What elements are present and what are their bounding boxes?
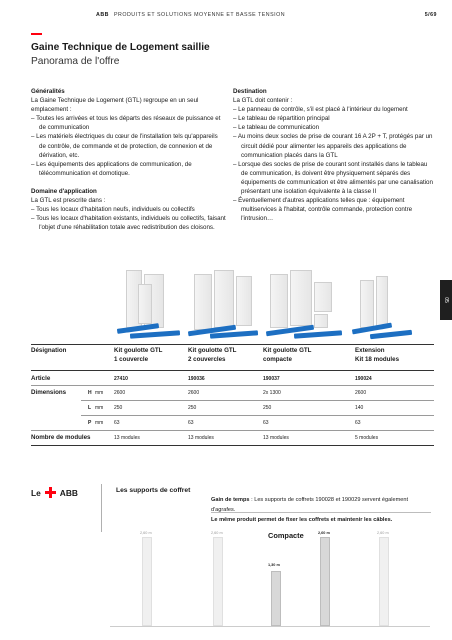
list-item: – Les équipements des applications de communication, de télécommunication et domotique. — [31, 160, 226, 178]
dim-unit: mm — [95, 405, 104, 411]
page-title: Gaine Technique de Logement saillie — [31, 42, 210, 53]
article-value: 190024 — [355, 376, 372, 382]
article-value: 190037 — [263, 376, 280, 382]
height-bar — [213, 537, 223, 626]
dimensions-label: Dimensions — [31, 389, 67, 396]
le-abb-logo — [31, 487, 78, 498]
le-text: Le — [31, 487, 41, 498]
dim-value: 140 — [355, 405, 364, 411]
dim-unit: mm — [95, 390, 104, 396]
list-item: – Tous les locaux d'habitation existants, individuels ou collectifs, faisant l'objet d'une réhabilitation totale avec redistribution des cloisons. — [31, 214, 226, 232]
col-header-line1: Extension — [355, 347, 385, 354]
heading-domaine: Domaine d'application — [31, 187, 97, 195]
bar-label: 1,30 m — [268, 563, 280, 567]
product-image-kit-compacte — [264, 270, 346, 338]
height-bar — [379, 537, 389, 626]
abb-text: ABB — [59, 487, 78, 498]
dim-value: 63 — [355, 420, 361, 426]
article-label: Article — [31, 375, 51, 382]
product-image-kit-2-couvercles — [186, 270, 262, 338]
list-item: – Les matériels électriques du cœur de l'installation tels qu'appareils de contrôle, de commande et de protection, de connexion et de dérivation, etc. — [31, 132, 226, 159]
modules-value: 13 modules — [188, 435, 214, 441]
list-destination — [233, 105, 433, 223]
support-block-title: Les supports de coffret — [116, 487, 191, 494]
heading-destination: Destination — [233, 88, 267, 95]
col-header-line1: Kit goulotte GTL — [188, 347, 237, 354]
support-block-rule — [211, 512, 431, 513]
dim-axis: H — [88, 390, 92, 396]
intro-destination: La GTL doit contenir : — [233, 97, 293, 105]
bar-label: 2,60 m — [377, 531, 389, 535]
dim-axis: L — [88, 405, 92, 411]
product-image-kit-1-couvercle — [112, 270, 182, 338]
list-item: – Toutes les arrivées et tous les départs des réseaux de puissance et de communication — [31, 114, 226, 132]
article-value: 27410 — [114, 376, 128, 382]
dim-value: 250 — [114, 405, 123, 411]
modules-value: 13 modules — [114, 435, 140, 441]
bar-label: 2,60 m — [211, 531, 223, 535]
page-number: 5/69 — [424, 12, 437, 18]
dim-value: 250 — [263, 405, 272, 411]
dim-value: 2600 — [355, 390, 367, 396]
bar-label: 2,60 m — [318, 531, 330, 535]
header-brand: ABB — [96, 12, 109, 18]
dim-value: 2x 1300 — [263, 390, 281, 396]
col-header-line2: compacte — [263, 356, 292, 363]
col-header-line1: Kit goulotte GTL — [263, 347, 312, 354]
block-divider — [101, 484, 102, 532]
bar-label: 2,60 m — [140, 531, 152, 535]
page-subtitle: Panorama de l'offre — [31, 56, 120, 67]
chapter-tab — [440, 280, 452, 320]
left-column — [31, 87, 226, 232]
modules-label: Nombre de modules — [31, 434, 91, 441]
dim-value: 63 — [188, 420, 194, 426]
right-column — [233, 87, 433, 223]
plus-icon — [45, 487, 56, 498]
dim-value: 63 — [114, 420, 120, 426]
dim-value: 250 — [188, 405, 197, 411]
list-item: – Tous les locaux d'habitation neufs, individuels ou collectifs — [31, 205, 226, 214]
list-item: – Lorsque des socles de prise de courant sont installés dans le tableau de communication, ils doivent être physiquement séparés des équipements de communication et être alimentés par une canalisation présentant une isolation équivalente à la classe II — [233, 160, 433, 196]
list-item: – Au moins deux socles de prise de courant 16 A 2P + T, protégés par un circuit dédié pour alimenter les appareils des applications de communication placés dans la GTL — [233, 132, 433, 159]
dim-value: 2600 — [114, 390, 126, 396]
chapter-tab-label: 05 — [443, 297, 449, 303]
col-header-line1: Kit goulotte GTL — [114, 347, 163, 354]
col-header-line2: 2 couvercles — [188, 356, 226, 363]
list-item: – Le tableau de répartition principal — [233, 114, 433, 123]
dim-value: 2600 — [188, 390, 200, 396]
page-header — [0, 12, 452, 24]
support-block-bold-line: Le même produit permet de fixer les coffrets et maintenir les câbles. — [211, 517, 393, 523]
header-subtitle: PRODUITS ET SOLUTIONS MOYENNE ET BASSE TENSION — [114, 12, 286, 18]
title-accent-bar — [31, 33, 42, 35]
modules-value: 5 modules — [355, 435, 379, 441]
intro-domaine: La GTL est prescrite dans : — [31, 197, 106, 205]
height-comparison-graphic — [110, 530, 430, 626]
graphic-baseline — [110, 626, 430, 627]
gain-label: Gain de temps — [211, 497, 250, 503]
intro-generalites: La Gaine Technique de Logement (GTL) regroupe en un seul emplacement : — [31, 97, 199, 114]
list-domaine — [31, 205, 226, 232]
article-value: 190036 — [188, 376, 205, 382]
col-header-line2: 1 couvercle — [114, 356, 149, 363]
dim-unit: mm — [95, 420, 104, 426]
designation-label: Désignation — [31, 347, 67, 354]
modules-value: 13 modules — [263, 435, 289, 441]
compact-label: Compacte — [268, 531, 304, 540]
height-bar-compact-half — [271, 571, 281, 626]
dim-value: 63 — [263, 420, 269, 426]
product-image-extension-kit — [350, 270, 420, 338]
height-bar-compact — [320, 537, 330, 626]
list-item: – Le tableau de communication — [233, 123, 433, 132]
heading-generalites: Généralités — [31, 88, 65, 95]
height-bar — [142, 537, 152, 626]
list-item: – Éventuellement d'autres applications telles que : équipement multiservices à l'habitat, contrôle commande, protection contre l'intrusion… — [233, 196, 433, 223]
col-header-line2: Kit 18 modules — [355, 356, 400, 363]
list-generalites — [31, 114, 226, 178]
dim-axis: P — [88, 420, 92, 426]
gain-text: : Les supports de coffrets 190028 et 190029 servent également d'agrafes. — [211, 497, 409, 513]
list-item: – Le panneau de contrôle, s'il est placé à l'intérieur du logement — [233, 105, 433, 114]
